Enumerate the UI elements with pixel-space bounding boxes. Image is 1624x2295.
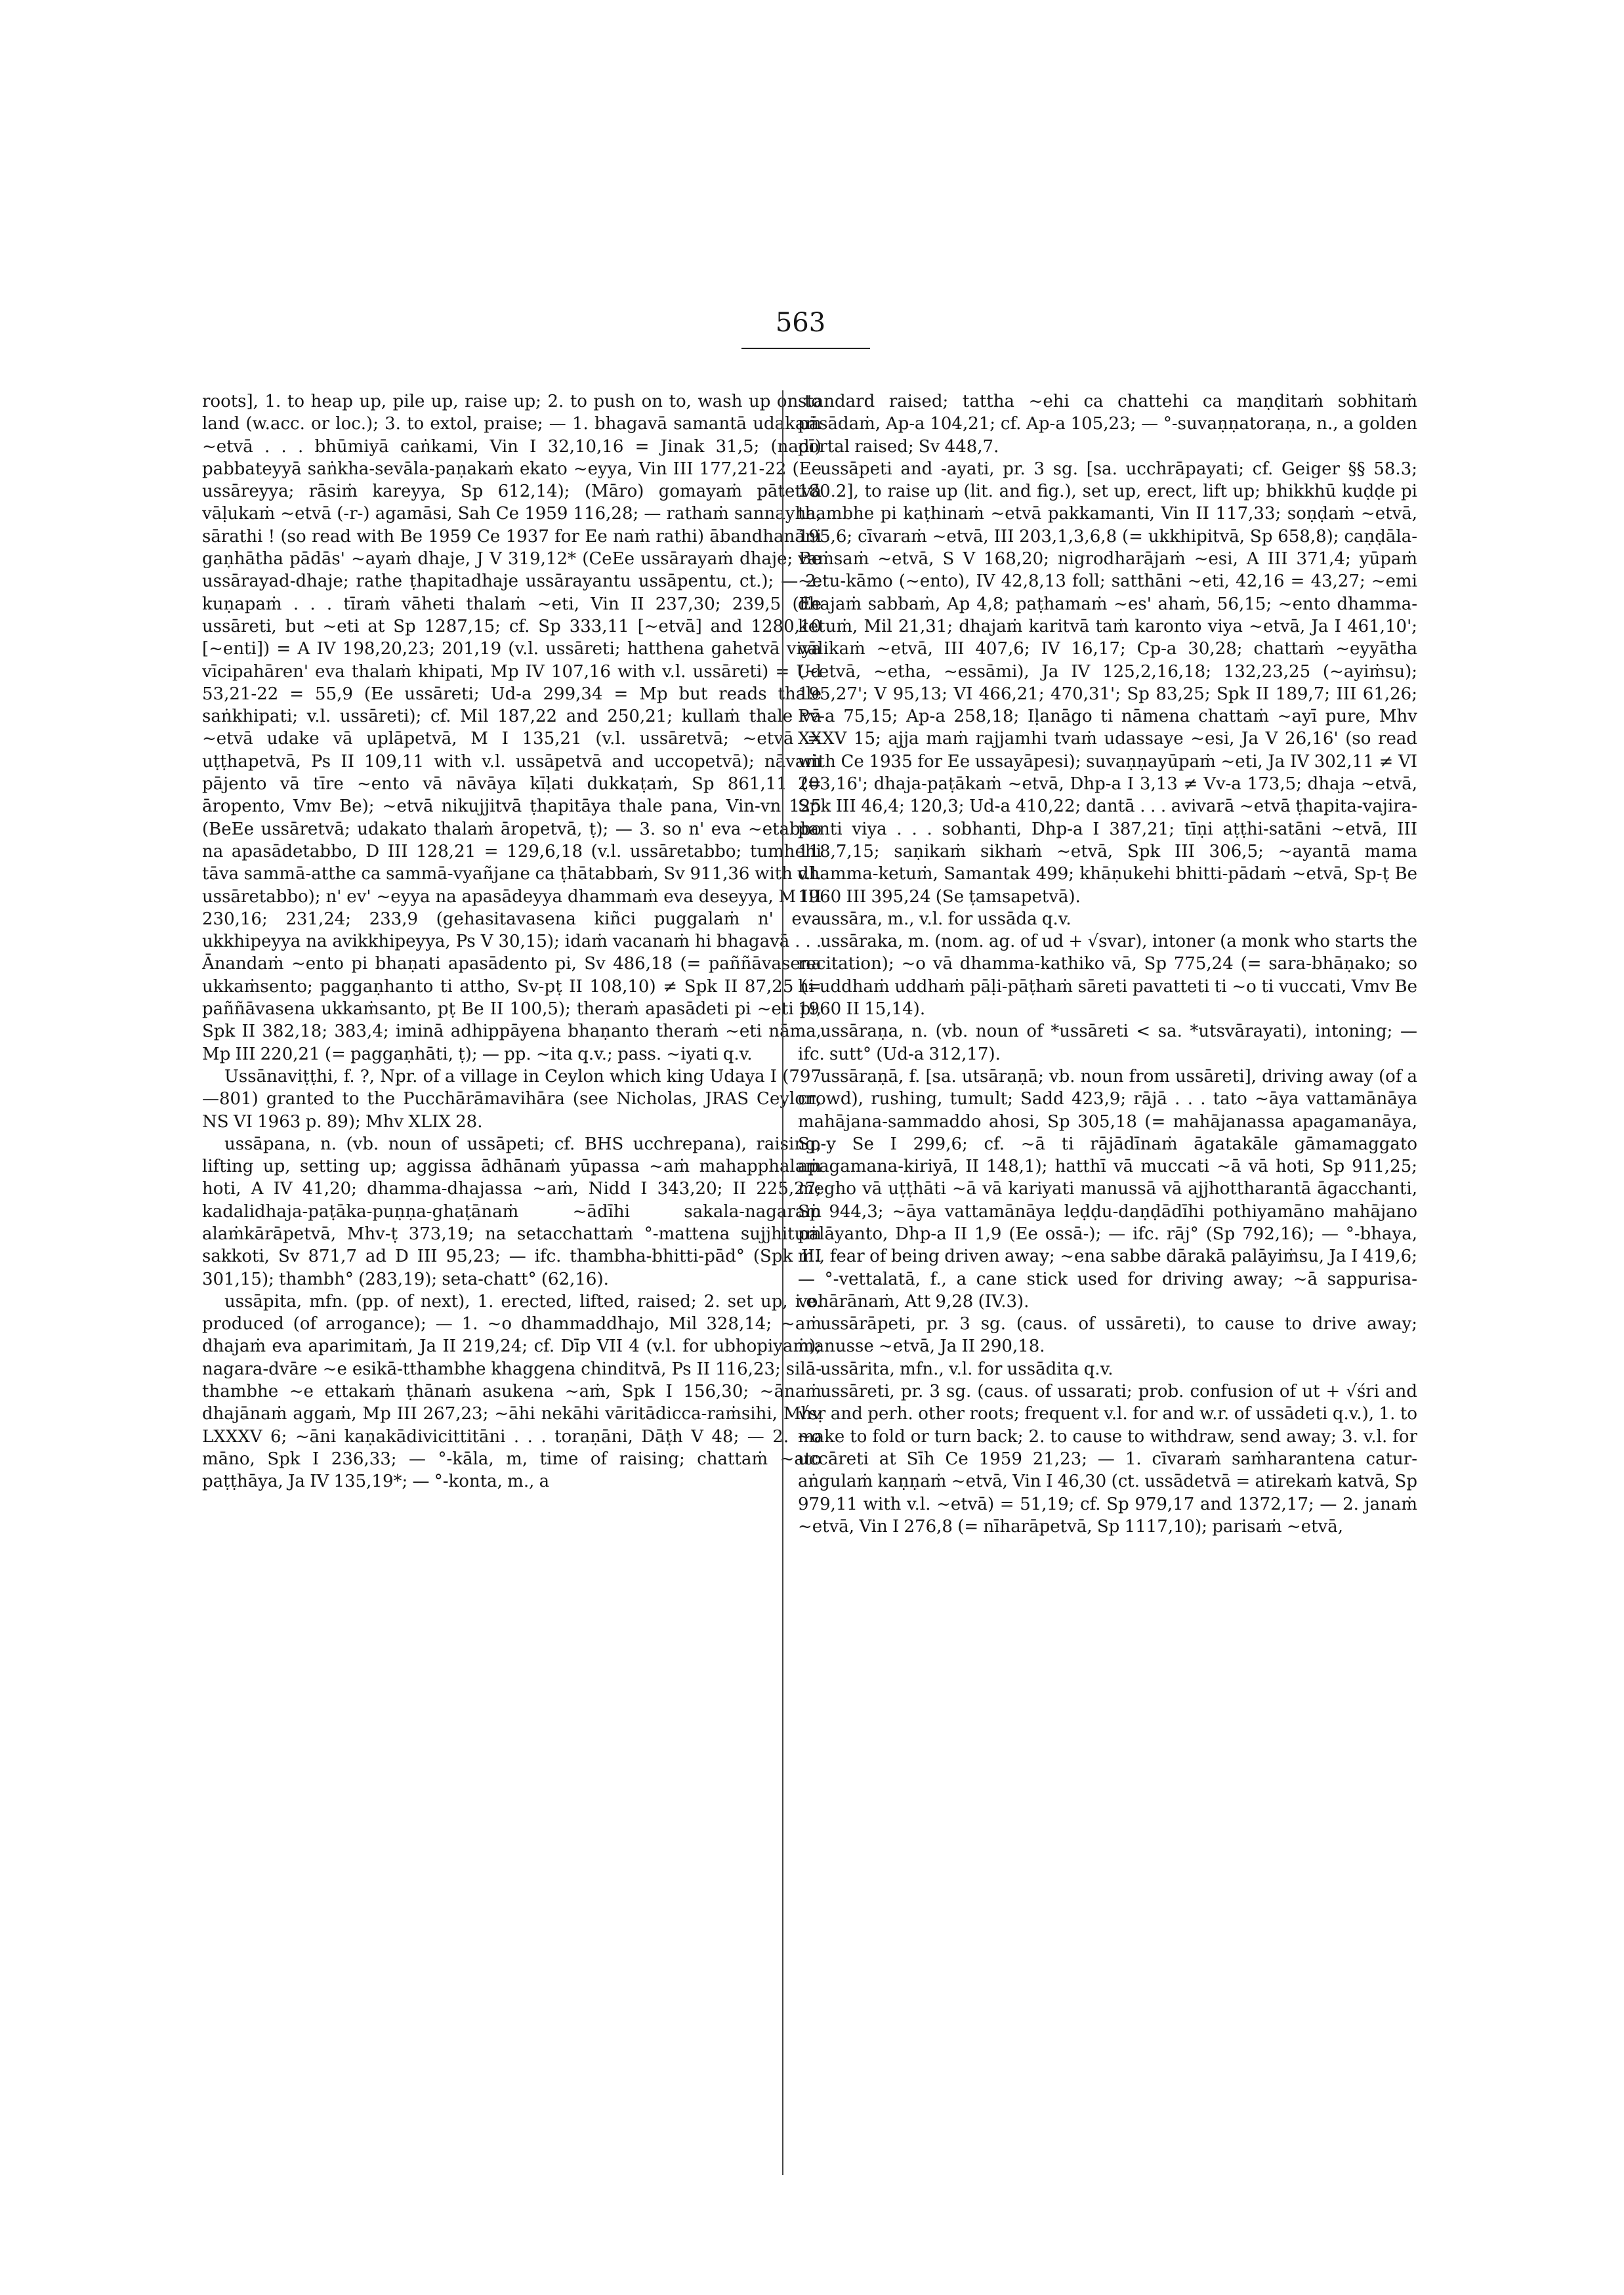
entry-ussanavitthi: Ussānaviṭṭhi, f. ?, Npr. of a village in Ceylon which king Udaya I (797—801) granted to the Pucchārāmavihāra (see Nicholas, JRAS Ceylon, NS VI 1963 p. 89); Mhv XLIX 28. bbox=[202, 1066, 822, 1132]
entry-continuation: roots], 1. to heap up, pile up, raise up; 2. to push on to, wash up on to land (w.acc. or loc.); 3. to extol, praise; — 1. bhagavā samantā udakaṁ ~etvā . . . bhūmiyā caṅkami, Vin I 32,10,16 = Jinak 31,5; (nadī) pabbateyyā saṅkha-sevāla-paṇakaṁ ekato ~eyya, Vin III 177,21-22 (Ee ussāreyya; rāsiṁ kareyya, Sp 612,14); (Māro) gomayaṁ pātetvā vāḷukaṁ ~etvā (-r-) agamāsi, Sah Ce 1959 116,28; — rathaṁ sannayha, sārathi ! (so read with Be 1959 Ce 1937 for Ee naṁ rathi) ābandhanāni gaṇhātha pādās' ~ayaṁ dhaje, J V 319,12* (CeEe ussārayaṁ dhaje; Be ussārayad-dhaje; rathe ṭhapitadhaje ussārayantu ussāpentu, ct.); — 2. kuṇapaṁ . . . tīraṁ vāheti thalaṁ ~eti, Vin II 237,30; 239,5 (Ee ussāreti, but ~eti at Sp 1287,15; cf. Sp 333,11 [~etvā] and 1280,10 [~enti]) = A IV 198,20,23; 201,19 (v.l. ussāreti; hatthena gahetvā viya vīcipahāren' eva thalaṁ khipati, Mp IV 107,16 with v.l. ussāreti) = Ud 53,21-22 = 55,9 (Ee ussāreti; Ud-a 299,34 = Mp but reads thale saṅkhipati; v.l. ussāreti); cf. Mil 187,22 and 250,21; kullaṁ thale vā ~etvā udake vā uplāpetvā, M I 135,21 (v.l. ussāretvā; ~etvā = uṭṭhapetvā, Ps II 109,11 with v.l. ussāpetvā and uccopetvā); nāvaṁ pājento vā tīre ~ento vā nāvāya kīḷati dukkaṭaṁ, Sp 861,11 (= āropento, Vmv Be); ~etvā nikujjitvā ṭhapitāya thale pana, Vin-vn 125 (BeEe ussāretvā; udakato thalaṁ āropetvā, ṭ); — 3. so n' eva ~etabbo na apasādetabbo, D III 128,21 = 129,6,18 (v.l. ussāretabbo; tumhehi tāva sammā-atthe ca sammā-vyañjane ca ṭhātabbaṁ, Sv 911,36 with v.l. ussāretabbo); n' ev' ~eyya na apasādeyya dhammaṁ eva deseyya, M III 230,16; 231,24; 233,9 (gehasitavasena kiñci puggalaṁ n' eva ukkhipeyya na avikkhipeyya, Ps V 30,15); idaṁ vacanaṁ hi bhagavā . . . Ānandaṁ ~ento pi bhaṇati apasādento pi, Sv 486,18 (= paññāvasena ukkaṁsento; paggaṇhanto ti attho, Sv-pṭ II 108,10) ≠ Spk II 87,25 (= paññāvasena ukkaṁsanto, pṭ Be II 100,5); theraṁ apasādeti pi ~eti pi, Spk II 382,18; 383,4; iminā adhippāyena bhaṇanto theraṁ ~eti nāma, Mp III 220,21 (= paggaṇhāti, ṭ); — pp. ~ita q.v.; pass. ~iyati q.v. bbox=[202, 392, 822, 1064]
right-column bbox=[798, 390, 1417, 2227]
entry-ussarana-f: ussāraṇā, f. [sa. utsāraṇā; vb. noun from ussāreti], driving away (of a crowd), rushing, tumult; Sadd 423,9; rājā . . . tato ~āya vattamānāya mahājana-sammaddo ahosi, Sp 305,18 (= mahājanassa apagamanāya, Sp-y Se I 299,6; cf. ~ā ti rājādīnaṁ āgatakāle gāmamaggato apagamana-kiriyā, II 148,1); hatthī vā muccati ~ā vā hoti, Sp 911,25; megho vā uṭṭhāti ~ā vā kariyati manussā vā ajjhottharantā āgacchanti, Sp 944,3; ~āya vattamānāya leḍḍu-daṇḍādīhi pothiyamāno mahājano palāyanto, Dhp-a II 1,9 (Ee ossā-); — ifc. rāj° (Sp 792,16); — °-bhaya, m., fear of being driven away; ~ena sabbe dārakā palāyiṁsu, Ja I 419,6; — °-vettalatā, f., a cane stick used for driving away; ~ā sappurisa-vohārānaṁ, Att 9,28 (IV.3). bbox=[798, 1066, 1417, 1312]
entry-ussarana-n: ussāraṇa, n. (vb. noun of *ussāreti < sa. *utsvārayati), intoning; — ifc. sutt° (Ud-a 312,17). bbox=[798, 1022, 1417, 1064]
entry-ussapana: ussāpana, n. (vb. noun of ussāpeti; cf. BHS ucchrepana), raising, lifting up, setting up; aggissa ādhānaṁ yūpassa ~aṁ mahapphalaṁ hoti, A IV 41,20; dhamma-dhajassa ~aṁ, Nidd I 343,20; II 225,27; kadalidhaja-paṭāka-puṇṇa-ghaṭānaṁ ~ādīhi sakala-nagaraṁ alaṁkārāpetvā, Mhv-ṭ 373,19; na setacchattaṁ °-mattena sujjhituṁ sakkoti, Sv 871,7 ad D III 95,23; — ifc. thambha-bhitti-pād° (Spk III 301,15); thambh° (283,19); seta-chatt° (62,16). bbox=[202, 1134, 822, 1289]
entry-ussapita: ussāpita, mfn. (pp. of next), 1. erected, lifted, raised; 2. set up, i.e. produced (of arrogance); — 1. ~o dhammaddhajo, Mil 328,14; ~aṁ dhajaṁ eva aparimitaṁ, Ja II 219,24; cf. Dīp VII 4 (v.l. for ubhopiyaṁ); nagara-dvāre ~e esikā-tthambhe khaggena chinditvā, Ps II 116,23; silā-thambhe ~e ettakaṁ ṭhānaṁ asukena ~aṁ, Spk I 156,30; ~ānaṁ dhajānaṁ aggaṁ, Mp III 267,23; ~āhi nekāhi vāritādicca-raṁsihi, Mhv LXXXV 6; ~āni kaṇakādivicittitāni . . . toraṇāni, Dāṭh V 48; — 2. ~o māno, Spk I 236,33; — °-kāla, m, time of raising; chattaṁ ~ato paṭṭhāya, Ja IV 135,19*; — °-konta, m., a bbox=[202, 1291, 822, 1492]
entry-continuation-right: standard raised; tattha ~ehi ca chattehi ca maṇḍitaṁ sobhitaṁ pāsādaṁ, Ap-a 104,21; cf. Ap-a 105,23; — °-suvaṇṇatoraṇa, n., a golden portal raised; Sv 448,7. bbox=[798, 392, 1417, 457]
page-number: 563 bbox=[775, 308, 826, 338]
column-divider bbox=[782, 390, 783, 2175]
entry-ussarita: ussārita, mfn., v.l. for ussādita q.v. bbox=[820, 1359, 1114, 1379]
entry-ussarapeti: ussārāpeti, pr. 3 sg. (caus. of ussāreti), to cause to drive away; manusse ~etvā, Ja II 290,18. bbox=[798, 1314, 1417, 1357]
entry-ussareti: ussāreti, pr. 3 sg. (caus. of ussarati; prob. confusion of ut + √śri and √sṛ and perh. other roots; frequent v.l. for and w.r. of ussādeti q.v.), 1. to make to fold or turn back; 2. to cause to withdraw, send away; 3. v.l. for uccāreti at Sīh Ce 1959 21,23; — 1. cīvaraṁ saṁharantena catur-aṅgulaṁ kaṇṇaṁ ~etvā, Vin I 46,30 (ct. ussādetvā = atirekaṁ katvā, Sp 979,11 with v.l. ~etvā) = 51,19; cf. Sp 979,17 and 1372,17; — 2. janaṁ ~etvā, Vin I 276,8 (= nīharāpetvā, Sp 1117,10); parisaṁ ~etvā, bbox=[798, 1382, 1417, 1537]
page-number-rule bbox=[741, 348, 870, 349]
entry-ussaraka: ussāraka, m. (nom. ag. of ud + √svar), intoner (a monk who starts the recitation); ~o vā dhamma-kathiko vā, Sp 775,24 (= sara-bhāṇako; so hi uddhaṁ uddhaṁ pāḷi-pāṭhaṁ sāreti pavatteti ti ~o ti vuccati, Vmv Be 1960 II 15,14). bbox=[798, 932, 1417, 1020]
left-column bbox=[202, 390, 822, 2227]
entry-ussapeti: ussāpeti and -ayati, pr. 3 sg. [sa. ucchrāpayati; cf. Geiger §§ 58.3; 180.2], to raise up (lit. and fig.), set up, erect, lift up; bhikkhū kuḍḍe pi thambhe pi kaṭhinaṁ ~etvā pakkamanti, Vin II 117,33; soṇḍaṁ ~etvā, 195,6; cīvaraṁ ~etvā, III 203,1,3,6,8 (= ukkhipitvā, Sp 658,8); caṇḍāla-vaṁsaṁ ~etvā, S V 168,20; nigrodharājaṁ ~esi, A III 371,4; yūpaṁ ~etu-kāmo (~ento), IV 42,8,13 foll; satthāni ~eti, 42,16 = 43,27; ~emi dhajaṁ sabbaṁ, Ap 4,8; paṭhamaṁ ~es' ahaṁ, 56,15; ~ento dhamma-ketuṁ, Mil 21,31; dhajaṁ karitvā taṁ karonto viya ~etvā, Ja I 461,10'; vālikaṁ ~etvā, III 407,6; IV 16,17; Cp-a 30,28; chattaṁ ~eyyātha (~etvā, ~etha, ~essāmi), Ja IV 125,2,16,18; 132,23,25 (~ayiṁsu); 195,27'; V 95,13; VI 466,21; 470,31'; Sp 83,25; Spk II 189,7; III 61,26; Pv-a 75,15; Ap-a 258,18; Iḷanāgo ti nāmena chattaṁ ~ayī pure, Mhv XXXV 15; ajja maṁ rajjamhi tvaṁ udassaye ~esi, Ja V 26,16' (so read with Ce 1935 for Ee ussayāpesi); suvaṇṇayūpaṁ ~eti, Ja IV 302,11 ≠ VI 203,16'; dhaja-paṭākaṁ ~etvā, Dhp-a I 3,13 ≠ Vv-a 173,5; dhaja ~etvā, Spk III 46,4; 120,3; Ud-a 410,22; dantā . . . avivarā ~etvā ṭhapita-vajira-panti viya . . . sobhanti, Dhp-a I 387,21; tīṇi aṭṭhi-satāni ~etvā, III 118,7,15; saṇikaṁ sikhaṁ ~etvā, Spk III 306,5; ~ayantā mama dhamma-ketuṁ, Samantak 499; khāṇukehi bhitti-pādaṁ ~etvā, Sp-ṭ Be 1960 III 395,24 (Se ṭamsapetvā). bbox=[798, 459, 1417, 907]
entry-ussara: ussāra, m., v.l. for ussāda q.v. bbox=[820, 909, 1072, 929]
